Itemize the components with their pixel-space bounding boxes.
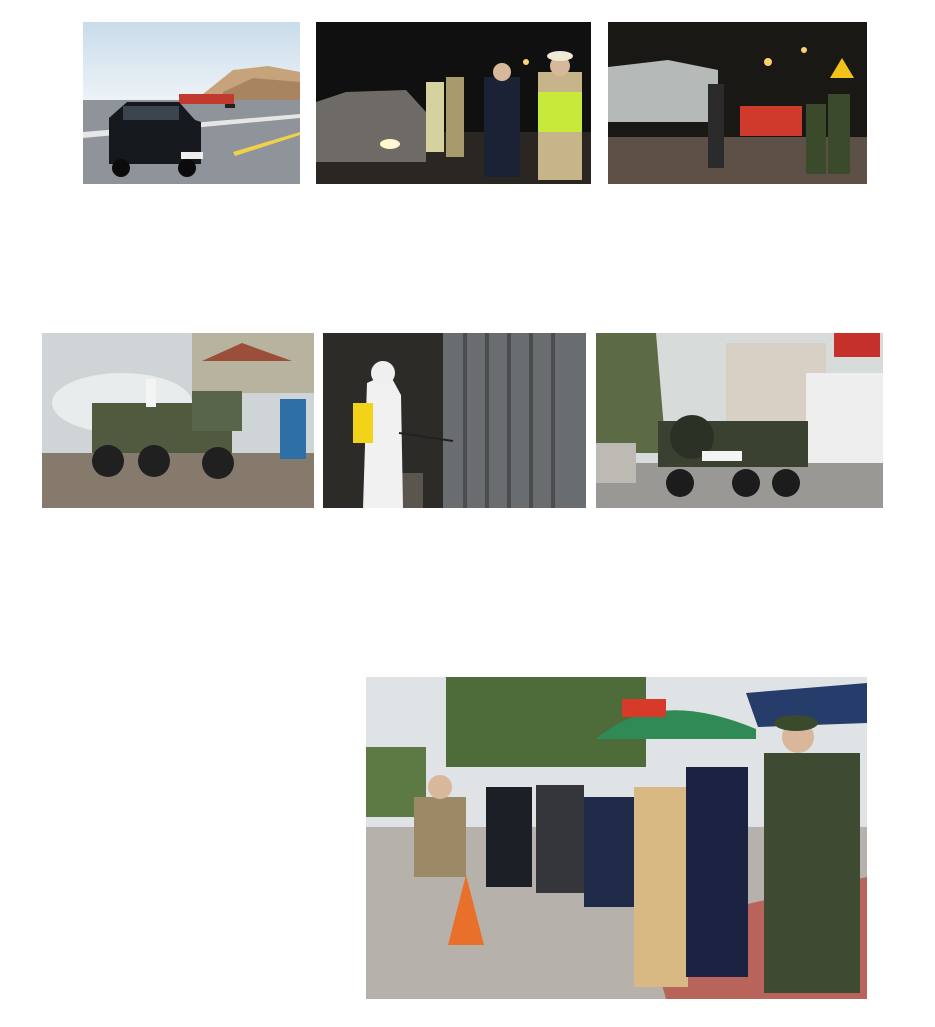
covid-checkpoint-photo <box>608 22 867 184</box>
disinfection-truck-photo <box>42 333 314 508</box>
military-truck-spraying-photo <box>596 333 883 508</box>
protective-suit-spraying-photo <box>323 333 586 508</box>
night-checkpoint-photo <box>316 22 591 184</box>
highway-car-photo <box>83 22 300 184</box>
rapid-response-team-photo <box>366 677 867 999</box>
